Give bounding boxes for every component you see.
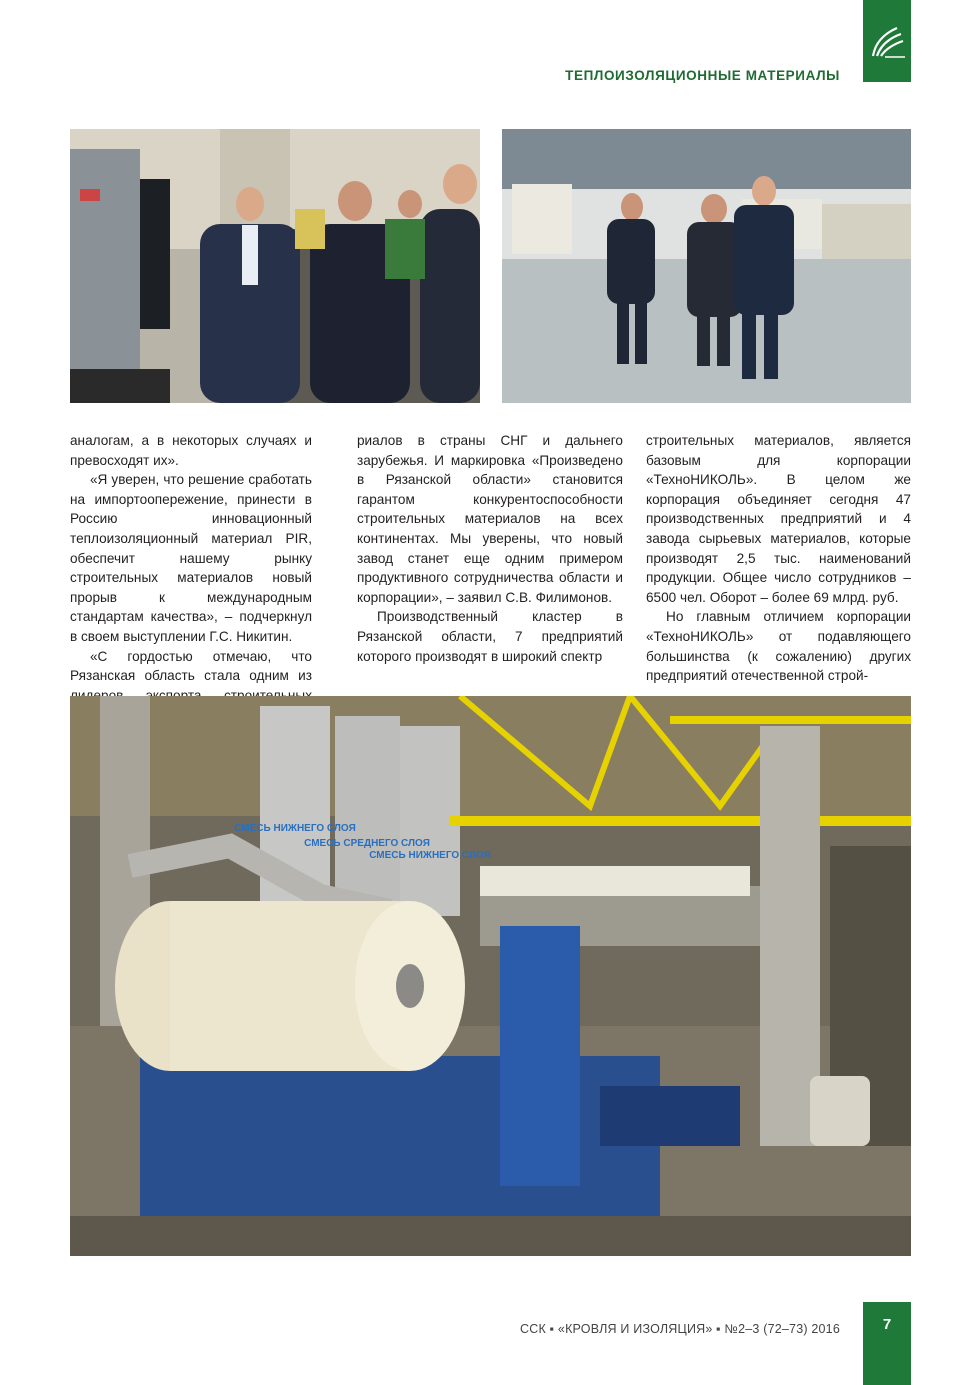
photo-officials-at-control-panel — [70, 129, 480, 403]
photo-officials-walking-warehouse — [502, 129, 911, 403]
logo-tab — [863, 0, 911, 82]
text-column-3 — [646, 431, 911, 686]
text-column-1 — [70, 431, 312, 725]
page-number: 7 — [882, 1316, 892, 1333]
tank-label: СМЕСЬ НИЖНЕГО СЛОЯ — [234, 823, 356, 834]
photo-production-line — [70, 696, 911, 1256]
text-column-2 — [357, 431, 623, 666]
tank-label: СМЕСЬ НИЖНЕГО СЛОЯ — [369, 850, 491, 861]
paragraph: риалов в страны СНГ и дальнего зарубежья. И маркировка «Произведено в Рязанской области» становится гарантом конкурентоспособности строительных материалов на всех континентах. Мы уверены, что новый завод станет еще одним примером продуктивного сотрудничества области и корпорации», – заявил С.В. Филимонов. — [357, 433, 623, 605]
paragraph: строительных материалов, является базовым для корпорации «ТехноНИКОЛЬ». В целом же корпорация объединяет сегодня 47 производственных предприятий и 4 завода сырьевых материалов, которые производят 2,5 тыс. наименований продукции. Общее число сотрудников – 6500 чел. Оборот – более 69 млрд. руб. — [646, 433, 911, 605]
paragraph: Но главным отличием корпорации «ТехноНИКОЛЬ» от подавляющего большинства (к сожалению) других предприятий отечественной строй- — [646, 609, 911, 684]
section-title: ТЕПЛОИЗОЛЯЦИОННЫЕ МАТЕРИАЛЫ — [565, 68, 840, 83]
paragraph: аналогам, а в некоторых случаях и превосходят их». — [70, 433, 312, 468]
page-number-tab — [863, 1302, 911, 1385]
footer-journal-info: ССК ▪ «КРОВЛЯ И ИЗОЛЯЦИЯ» ▪ №2–3 (72–73) 2016 — [520, 1322, 840, 1336]
paragraph: «Я уверен, что решение сработать на импортоопережение, принести в Россию инновационный теплоизоляционный материал PIR, обеспечит нашему рынку строительных материалов новый прорыв к международным стандартам качества», – подчеркнул в своем выступлении Г.С. Никитин. — [70, 472, 312, 644]
paragraph: Производственный кластер в Рязанской области, 7 предприятий которого производят в широкий спектр — [357, 609, 623, 664]
leaf-logo-icon — [867, 22, 907, 62]
paragraph: «С гордостью отмечаю, что Рязанская область стала одним из — [70, 648, 312, 684]
tank-label: СМЕСЬ СРЕДНЕГО СЛОЯ — [304, 838, 430, 849]
